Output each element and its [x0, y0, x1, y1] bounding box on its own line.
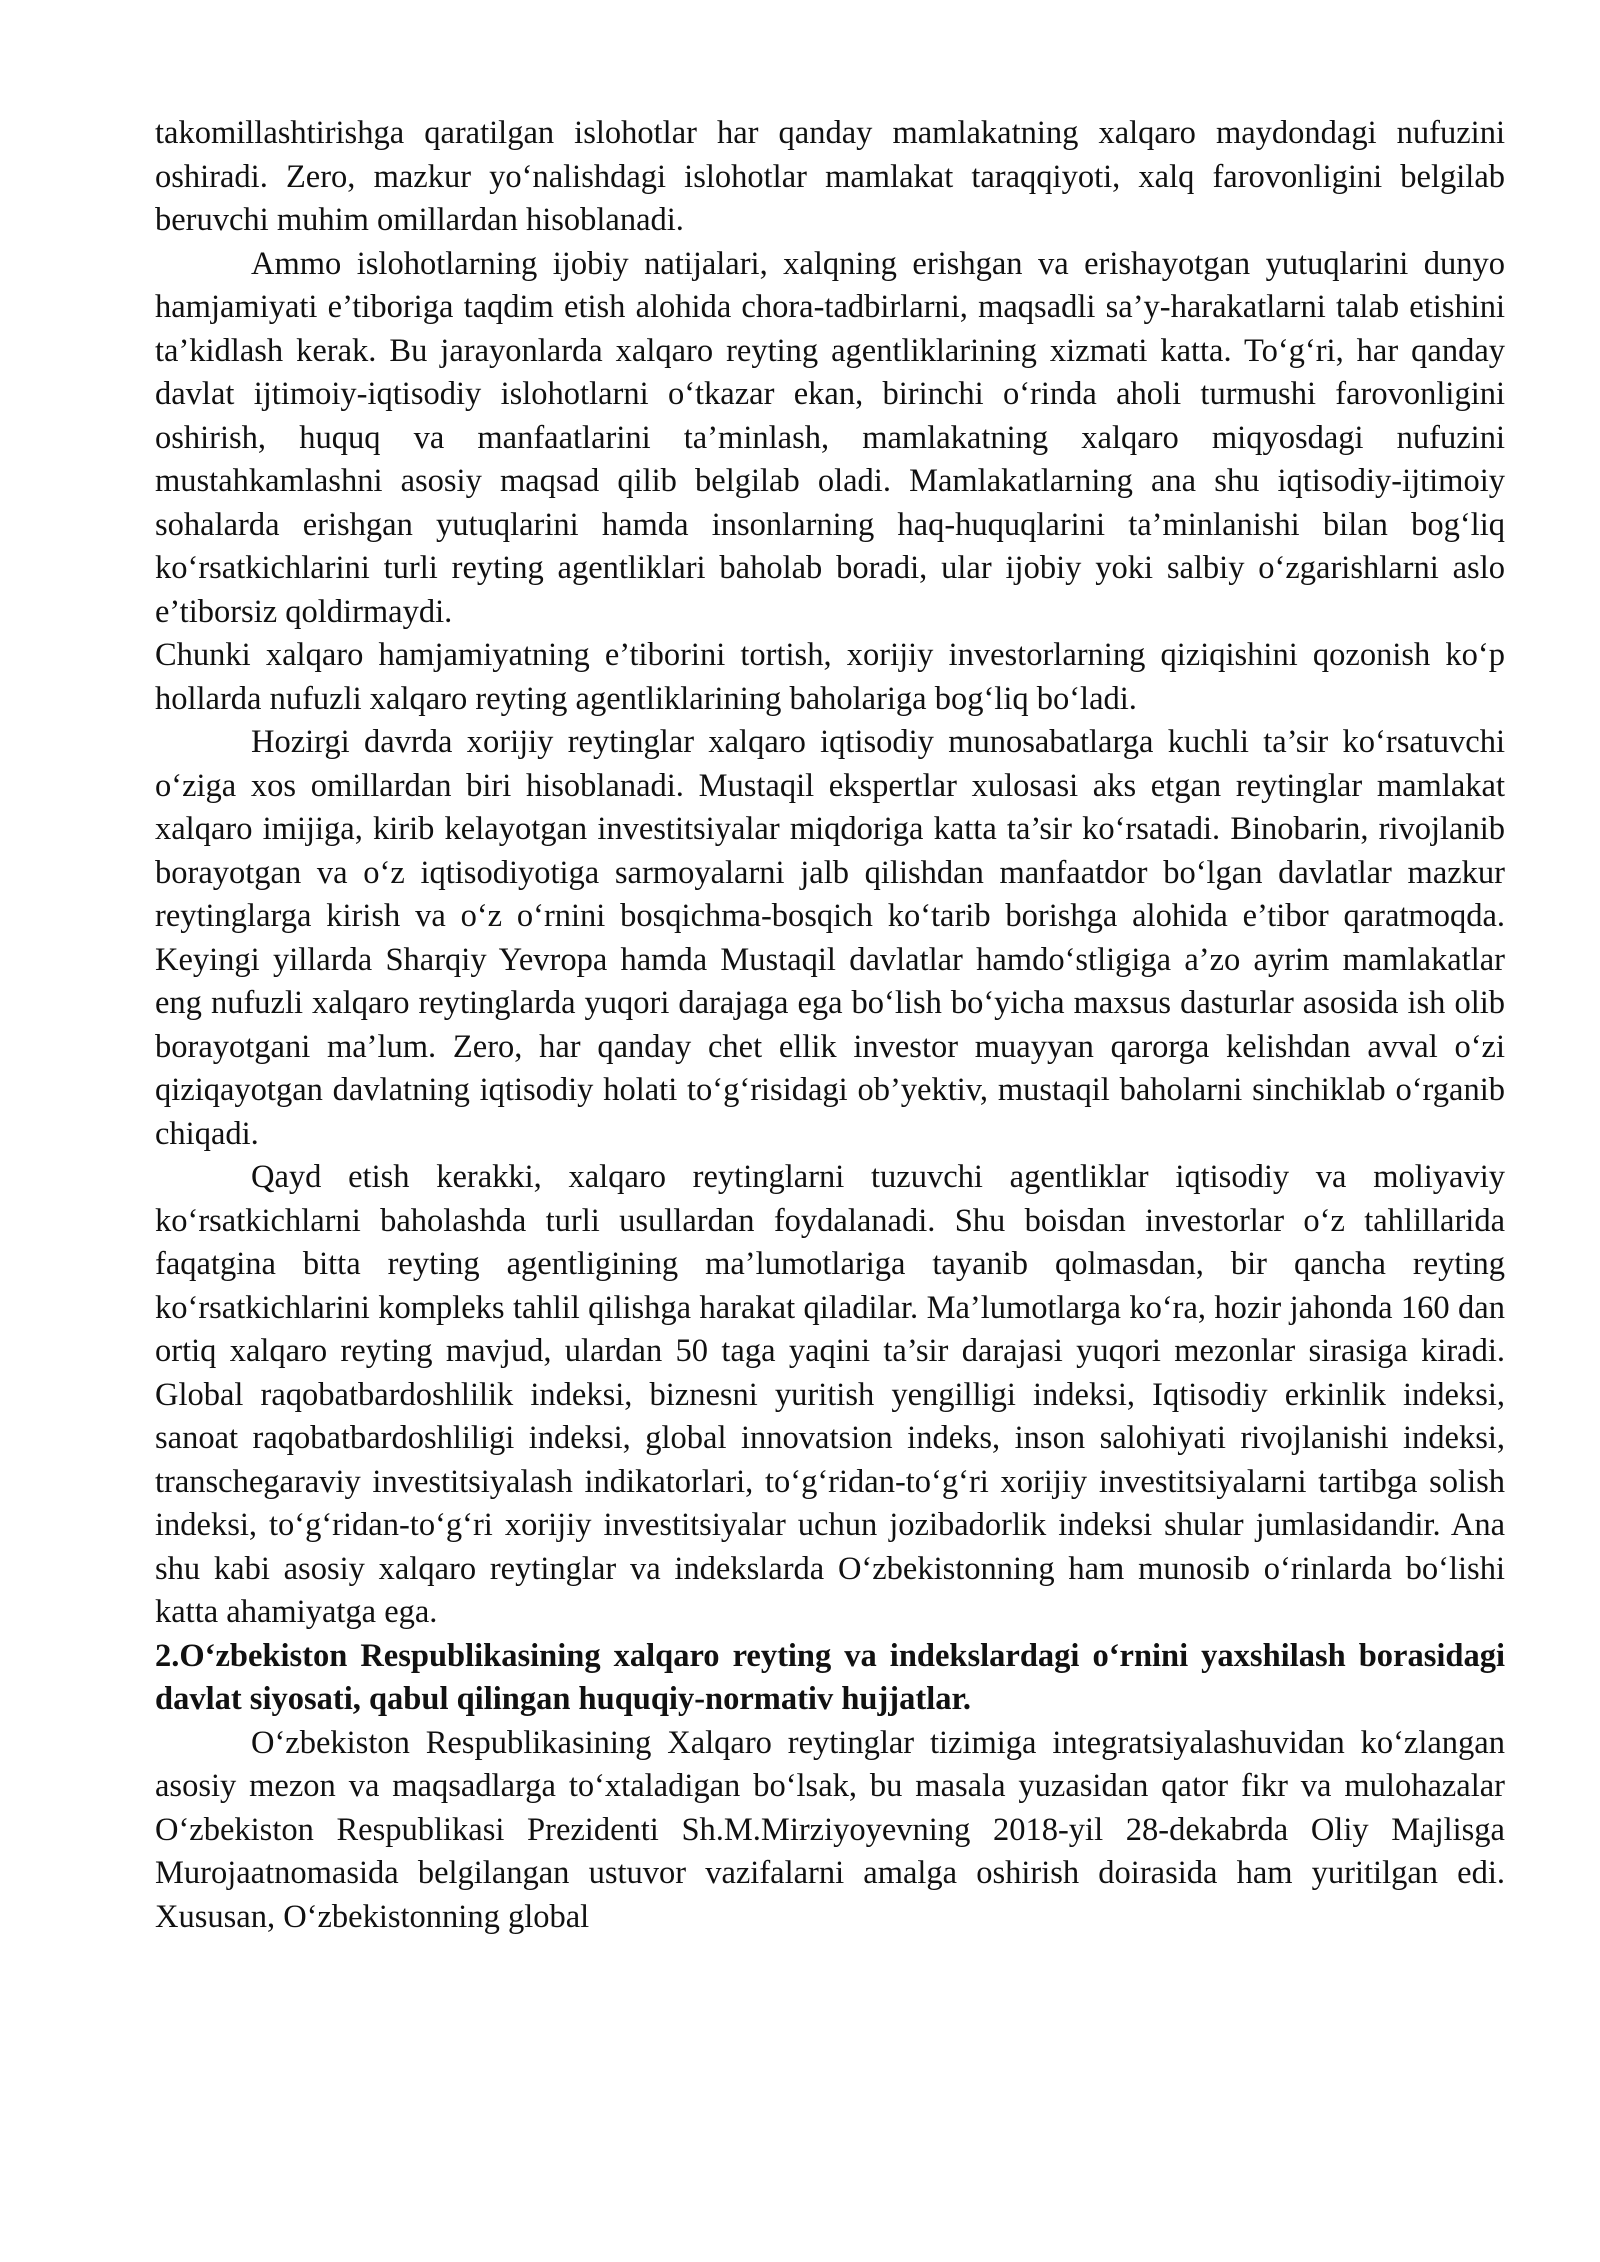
- paragraph-investor-attention: Chunki xalqaro hamjamiyatning e’tiborini tortish, xorijiy investorlarning qiziqishini qozonish ko‘p hollarda nufuzli xalqaro reyting agentliklarining baholariga bog‘liq bo‘ladi.: [155, 637, 1505, 717]
- paragraph-reform-achievements: Ammo islohotlarning ijobiy natijalari, xalqning erishgan va erishayotgan yutuqlarini dunyo hamjamiyati e’tiboriga taqdim etish alohida chora-tadbirlarni, maqsadli sa’y-harakatlarni talab etishini ta’kidlash kerak. Bu jarayonlarda xalqaro reyting agentliklarining xizmati katta. To‘g‘ri, har qanday davlat ijtimoiy-iqtisodiy islohotlarni o‘tkazar ekan, birinchi o‘rinda aholi turmushi farovonligini oshirish, huquq va manfaatlarini ta’minlash, mamlakatning xalqaro miqyosdagi nufuzini mustahkamlashni asosiy maqsad qilib belgilab oladi. Mamlakatlarning ana shu iqtisodiy-ijtimoiy sohalarda erishgan yutuqlarini hamda insonlarning haq-huquqlarini ta’minlanishi bilan bog‘liq ko‘rsatkichlarini turli reyting agentliklari baholab boradi, ular ijobiy yoki salbiy o‘zgarishlarni aslo e’tiborsiz qoldirmaydi.: [155, 245, 1505, 630]
- paragraph-foreign-ratings: Hozirgi davrda xorijiy reytinglar xalqaro iqtisodiy munosabatlarga kuchli ta’sir ko‘rsatuvchi o‘ziga xos omillardan biri hisoblanadi. Mustaqil ekspertlar xulosasi aks etgan reytinglar mamlakat xalqaro imijiga, kirib kelayotgan investitsiyalar miqdoriga katta ta’sir ko‘rsatadi. Binobarin, rivojlanib borayotgan va o‘z iqtisodiyotiga sarmoyalarni jalb qilishdan manfaatdor bo‘lgan davlatlar mazkur reytinglarga kirish va o‘z o‘rnini bosqichma-bosqich ko‘tarib borishga alohida e’tibor qaratmoqda. Keyingi yillarda Sharqiy Yevropa hamda Mustaqil davlatlar hamdo‘stligiga a’zo ayrim mamlakatlar eng nufuzli xalqaro reytinglarda yuqori darajaga ega bo‘lish bo‘yicha maxsus dasturlar asosida ish olib borayotgani ma’lum. Zero, har qanday chet ellik investor muayyan qarorga kelishdan avval o‘zi qiziqayotgan davlatning iqtisodiy holati to‘g‘risidagi ob’yektiv, mustaqil baholarni sinchiklab o‘rganib chiqadi.: [155, 724, 1505, 1152]
- paragraph-integration-goals: O‘zbekiston Respublikasining Xalqaro reytinglar tizimiga integratsiyalashuvidan ko‘zlangan asosiy mezon va maqsadlarga to‘xtaladigan bo‘lsak, bu masala yuzasidan qator fikr va mulohazalar O‘zbekiston Respublikasi Prezidenti Sh.M.Mirziyoyevning 2018-yil 28-dekabrda Oliy Majlisga Murojaatnomasida belgilangan ustuvor vazifalarni amalga oshirish doirasida ham yuritilgan edi. Xususan, O‘zbekistonning global: [155, 1724, 1505, 1935]
- paragraph-continuation: takomillashtirishga qaratilgan islohotlar har qanday mamlakatning xalqaro maydondagi nufuzini oshiradi. Zero, mazkur yo‘nalishdagi islohotlar mamlakat taraqqiyoti, xalq farovonligini belgilab beruvchi muhim omillardan hisoblanadi.: [155, 115, 1505, 238]
- document-page: [155, 112, 1505, 1939]
- section-heading: 2.O‘zbekiston Respublikasining xalqaro reyting va indekslardagi o‘rnini yaxshilash borasidagi davlat siyosati, qabul qilingan huquqiy-normativ hujjatlar.: [155, 1637, 1505, 1717]
- paragraph-rating-methods: Qayd etish kerakki, xalqaro reytinglarni tuzuvchi agentliklar iqtisodiy va moliyaviy ko‘rsatkichlarni baholashda turli usullardan foydalanadi. Shu boisdan investorlar o‘z tahlillarida faqatgina bitta reyting agentligining ma’lumotlariga tayanib qolmasdan, bir qancha reyting ko‘rsatkichlarini kompleks tahlil qilishga harakat qiladilar. Ma’lumotlarga ko‘ra, hozir jahonda 160 dan ortiq xalqaro reyting mavjud, ulardan 50 taga yaqini ta’sir darajasi yuqori mezonlar sirasiga kiradi. Global raqobatbardoshlilik indeksi, biznesni yuritish yengilligi indeksi, Iqtisodiy erkinlik indeksi, sanoat raqobatbardoshliligi indeksi, global innovatsion indeks, inson salohiyati rivojlanishi indeksi, transchegaraviy investitsiyalash indikatorlari, to‘g‘ridan-to‘g‘ri xorijiy investitsiyalarni tartibga solish indeksi, to‘g‘ridan-to‘g‘ri xorijiy investitsiyalar uchun jozibadorlik indeksi shular jumlasidandir. Ana shu kabi asosiy xalqaro reytinglar va indekslarda O‘zbekistonning ham munosib o‘rinlarda bo‘lishi katta ahamiyatga ega.: [155, 1159, 1505, 1630]
